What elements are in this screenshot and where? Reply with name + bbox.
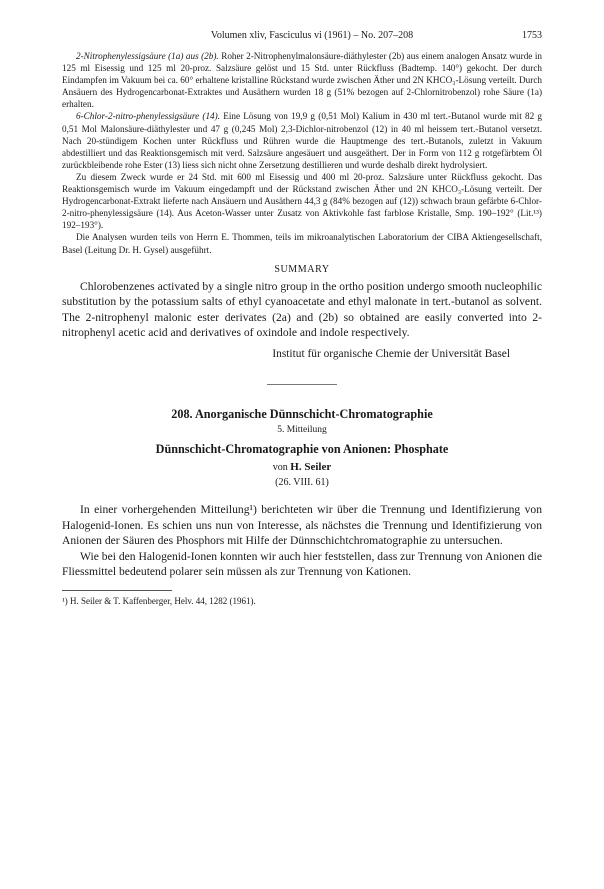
experimental-paragraph: Zu diesem Zweck wurde er 24 Std. mit 600 ml Eisessig und 400 ml 20-proz. Salzsäure unter Rückfluss gekocht. Das Reaktionsgemisch wurde im Vakuum eingedampft und der Rückstand zwischen Äther und 2N KHCO₃-Lösung verteilt. Der Hydrogencarbonat-Extrakt lieferte nach Ansäuern und Ausäthern 44,3 g (84% bezogen auf (12)) schwach braun gefärbte 6-Chlor-2-nitro-phenylessigsäure (14). Aus Aceton-Wasser unter Zusatz von Aktivkohle fast farblose Kristalle, Smp. 190–192° (Lit.¹³) 192–193°). xyxy=(62,171,542,231)
byline-prefix: von xyxy=(272,461,288,473)
affiliation: Institut für organische Chemie der Universität Basel xyxy=(272,347,510,360)
author-name: H. Seiler xyxy=(290,460,332,473)
summary-section xyxy=(62,279,542,341)
journal-page xyxy=(62,30,542,606)
article-subtitle: Dünnschicht-Chromatographie von Anionen: Phosphate xyxy=(155,441,449,456)
article-body xyxy=(62,502,542,580)
body-paragraph: In einer vorhergehenden Mitteilung¹) berichteten wir über die Trennung und Identifizierung von Halogenid-Ionen. Es schien uns nun von Interesse, als nächstes die Trennung und Identifizierung von Anionen der Säuren des Phosphors mit Hilfe der Dünnschichtchromatographie zu untersuchen. xyxy=(62,502,542,548)
summary-heading: SUMMARY xyxy=(274,263,330,275)
article-title: 208. Anorganische Dünnschicht-Chromatographie xyxy=(171,406,433,421)
footnote-rule xyxy=(62,590,172,591)
footnote: ¹) H. Seiler & T. Kaffenberger, Helv. 44, 1282 (1961). xyxy=(62,595,256,606)
experimental-paragraph: 6-Chlor-2-nitro-phenylessigsäure (14). Eine Lösung von 19,9 g (0,51 Mol) Kalium in 430 ml tert.-Butanol wurde mit 82 g 0,51 Mol Malonsäure-diäthylester und 47 g (0,245 Mol) 2,3-Dichlor-nitrobenzol (12) in 40 ml heissem tert.-Butanol versetzt. Nach 20-stündigem Kochen unter Rückfluss und Rühren wurde die Hauptmenge des tert.-Butanols, zuletzt in Vakuum abdestilliert und das Reaktionsgemisch mit verd. Salzsäure angesäuert und ausgeäthert. Der in Form von 112 g rotgefärbtem Öl zurückbleibende rohe Ester (13) liess sich nicht ohne Zersetzung destillieren und wurde deshalb direkt hydrolysiert. xyxy=(62,111,542,170)
page-number: 1753 xyxy=(522,30,542,41)
compound-heading: 6-Chlor-2-nitro-phenylessigsäure (14). xyxy=(76,111,220,122)
summary-text: Chlorobenzenes activated by a single nitro group in the ortho position undergo smooth nucleophilic substitution by the potassium salts of ethyl cyanoacetate and ethyl malonate in tert.-butanol as solvent. The 2-nitrophenyl malonic ester derivates (2a) and (2b) so obtained are easily converted into 2-nitrophenyl acetic acid and derivatives of oxindole and indole respectively. xyxy=(62,279,542,340)
article-series: 5. Mitteilung xyxy=(277,424,327,435)
compound-heading: 2-Nitrophenylessigsäure (1a) aus (2b). xyxy=(76,51,219,61)
experimental-paragraph: 2-Nitrophenylessigsäure (1a) aus (2b). Roher 2-Nitrophenylmalonsäure-diäthylester (2b) aus einem analogen Ansatz wurde in 125 ml Eisessig und 125 ml 20-proz. Salzsäure gelöst und 15 Std. unter Rückfluss (Badtemp. 140°) gekocht. Der durch Eindampfen im Vakuum bei ca. 60° erhaltene kristalline Rückstand wurde zwischen Äther und 2N KHCO₃-Lösung verteilt. Durch Ansäuern des Hydrogencarbonat-Extraktes und Ausäthern wurden 18 g (51% bezogen auf 2-Chlornitrobenzol) rohe Säure (1a) erhalten. xyxy=(62,51,542,110)
body-paragraph: Wie bei den Halogenid-Ionen konnten wir auch hier feststellen, dass zur Trennung von Anionen die Fliessmittel bedeutend polarer sein müssen als zur Trennung von Kationen. xyxy=(62,549,542,579)
acknowledgement-paragraph: Die Analysen wurden teils von Herrn E. Thommen, teils im mikroanalytischen Laboratorium der CIBA Aktiengesellschaft, Basel (Leitung Dr. H. Gysel) ausgeführt. xyxy=(62,232,542,255)
journal-reference: Volumen xliv, Fasciculus vi (1961) – No. 207–208 xyxy=(210,30,414,41)
received-date: (26. VIII. 61) xyxy=(275,476,329,488)
byline xyxy=(62,461,542,473)
section-divider xyxy=(267,384,337,385)
running-header xyxy=(62,30,542,46)
experimental-section xyxy=(62,50,542,256)
